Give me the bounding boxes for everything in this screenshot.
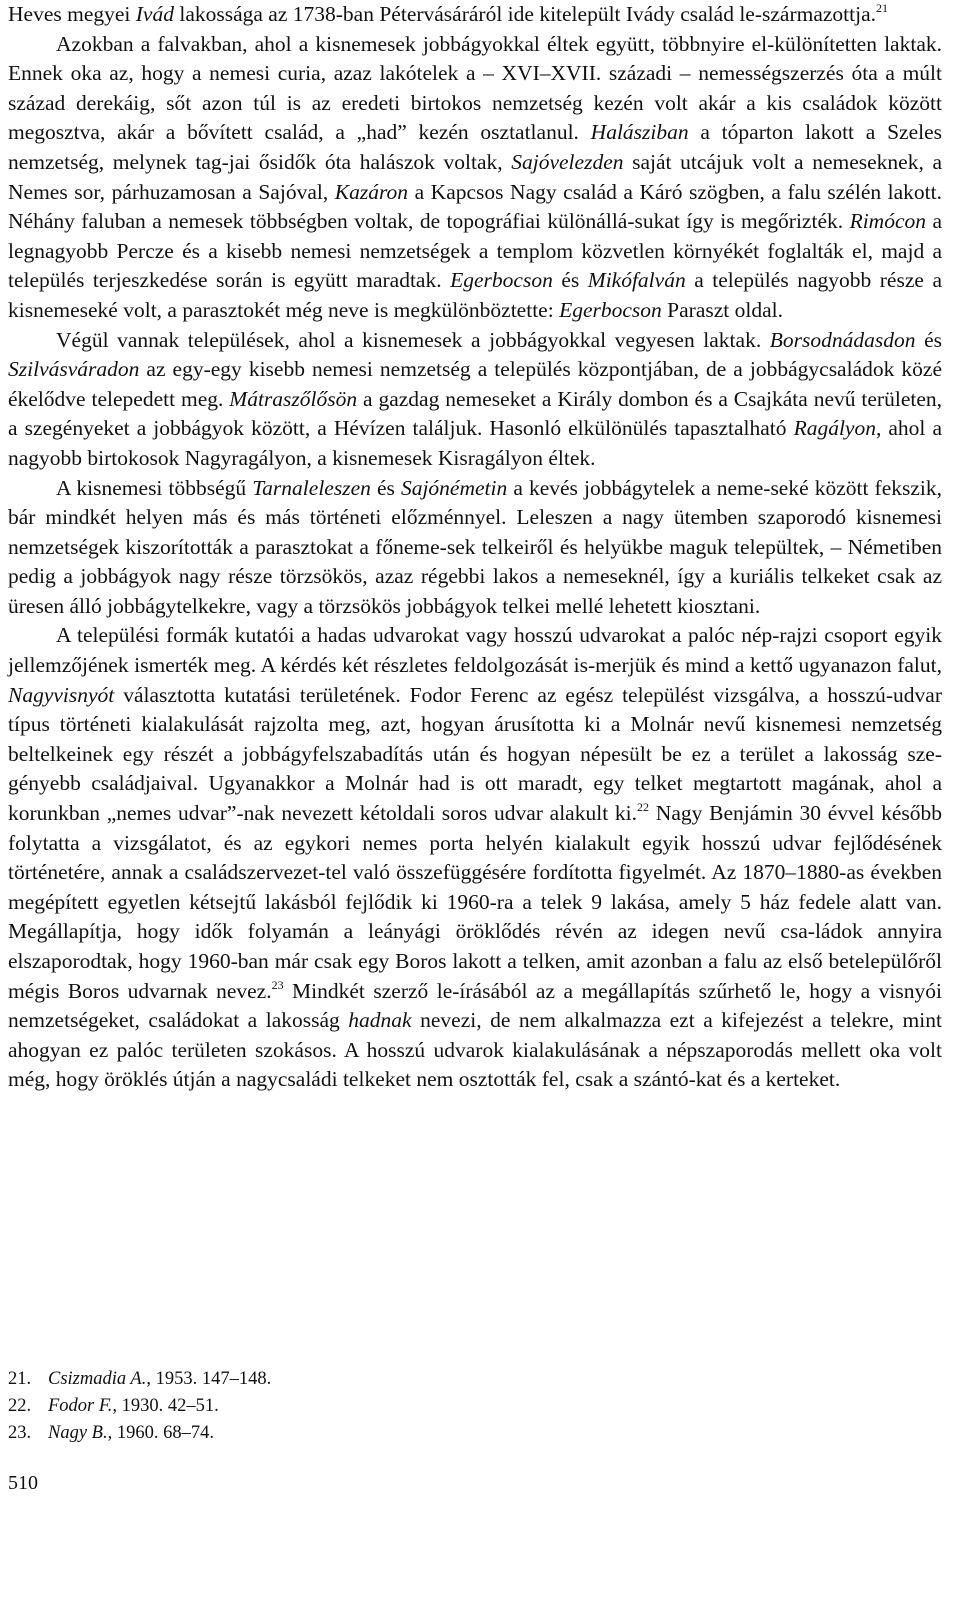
footnote: [8, 1420, 271, 1447]
paragraph: [8, 621, 942, 1095]
footnote-author: Fodor F.: [48, 1396, 113, 1416]
footnote: [8, 1366, 271, 1393]
italic-term: Ivád: [135, 2, 174, 26]
text-run: és: [552, 268, 588, 293]
text-run: a tóparton lakott a Szeles nemzetség, melynek tag-jai ősidők óta halászok voltak,: [8, 120, 942, 174]
text-run: és: [370, 475, 401, 500]
paragraph: [8, 474, 942, 622]
footnote-ref: 22: [637, 800, 650, 815]
footnote-text: [48, 1420, 214, 1447]
italic-term: Szilvásváradon: [8, 357, 140, 382]
text-run: lakossága az 1738-ban Pétervásáráról ide kitelepült Ivády család le-származottja.: [173, 2, 877, 26]
text-run: a kevés jobbágytelek a neme-seké között fekszik, bár mindkét helyen más és más történeti előzménnyel. Leleszen a nagy ütemben szaporodó kisnemesi nemzetségek kiszorították a parasztokat a főneme-sek telkeiről és helyükbe maguk települtek, – Németiben pedig a jobbágyok nagy része törzsökös, azaz régebbi lakos a nemeseknél, így a kuriális telkeket csak az üresen álló jobbágytelkekre, vagy a törzsökös jobbágyok telkei mellé lehetett kiosztani.: [8, 475, 942, 618]
footnote-number: 22.: [8, 1396, 32, 1416]
italic-term: Halásziban: [590, 120, 689, 145]
italic-term: Nagyvisnyót: [8, 682, 115, 707]
text-run: nevezi, de nem alkalmazza ezt a kifejezést a telekre, mint ahogyan ez palóc területen szokásos. A hosszú udvarok kialakulásának a népszaporodás mellett oka volt még, hogy öröklés útján a nagycsaládi telkeket nem osztották fel, csak a szántó-kat és a kerteket.: [8, 1008, 942, 1092]
text-run: A kisnemesi többségű: [56, 475, 253, 500]
page-number: 510: [8, 1472, 38, 1494]
footnote-citation: , 1960. 68–74.: [107, 1423, 214, 1443]
footnote-ref: 21: [876, 1, 889, 15]
text-run: az egy-egy kisebb nemesi nemzetség a település központjában, de a jobbágycsaládok közé ékelődve telepedett meg.: [8, 357, 942, 411]
text-run: a legnagyobb Percze és a kisebb nemesi nemzetségek a templom közvetlen környékét foglalták el, majd a település terjeszkedése során is együtt maradtak.: [8, 209, 942, 293]
italic-term: Mikófalván: [587, 268, 686, 293]
footnotes: [8, 1366, 271, 1447]
paragraph: [8, 326, 942, 474]
text-run: választotta kutatási területének. Fodor Ferenc az egész települést vizsgálva, a hosszú-udvar típus történeti kialakulását rajzolta meg, azt, hogyan árusította ki a Molnár nevű kisnemesi nemzetség beltelkeinek egy részét a jobbágyfelszabadítás után és hogyan népesült be ez a terület a lakosság sze-gényebb családjaival. Ugyanakkor a Molnár had is ott maradt, egy telket megtartott magának, ahol a korunkban „nemes udvar”-nak nevezett kétoldali soros udvar alakult ki.: [8, 682, 942, 826]
italic-term: Kazáron: [334, 179, 409, 204]
text-run: a település nagyobb része a kisnemeseké volt, a parasztokét még neve is megkülönböztette:: [8, 268, 942, 322]
text-run: a Kapcsos Nagy család a Káró szögben, a falu szélén lakott. Néhány faluban a nemesek többségben voltak, de topográfiai különállá-sukat így is megőrizték.: [8, 179, 942, 234]
italic-term: hadnak: [348, 1008, 412, 1033]
italic-term: Tarnaleleszen: [252, 475, 371, 500]
italic-term: Ragályon,: [793, 416, 882, 441]
text-run: ahol a nagyobb birtokosok Nagyragályon, a kisnemesek Kisragályon éltek.: [8, 416, 942, 470]
italic-term: Egerbocson: [559, 297, 662, 322]
body-text: [8, 0, 942, 1095]
italic-term: Sajóvelezden: [511, 149, 624, 174]
italic-term: Borsodnádasdon: [769, 327, 916, 352]
footnote-author: Nagy B.: [48, 1423, 108, 1443]
text-run: a gazdag nemeseket a Király dombon és a Csajkáta nevű területen, a szegényeket a jobbágyok között, a Hévízen találjuk. Hasonló elkülönülés tapasztalható: [8, 386, 942, 441]
italic-term: Egerbocson: [450, 268, 553, 293]
text-run: Nagy Benjámin 30 évvel később folytatta a vizsgálatot, és az egykori nemes porta helyén kialakult egyik hosszú udvar fejlődésének történetére, annak a családszervezet-tel való összefüggésére fordította figyelmét. Az 1870–1880-as években megépített egyetlen kétsejtű lakásból fejlődik ki 1960-ra a telek 9 lakása, amely 5 ház fedele alatt van. Megállapítja, hogy idők folyamán a leányági öröklődés révén az idegen nevű csa-ládok annyira elszaporodtak, hogy 1960-ban már csak egy Boros lakott a telken, amit azonban a falu az első betelepülőről mégis Boros udvarnak nevez.: [8, 801, 942, 1003]
footnote-citation: , 1953. 147–148.: [146, 1369, 272, 1389]
text-run: és: [915, 327, 942, 352]
text-run: Heves megyei: [8, 2, 136, 26]
text-run: saját utcájuk volt a nemeseknek, a Nemes sor, párhuzamosan a Sajóval,: [8, 149, 942, 204]
footnote-citation: , 1930. 42–51.: [112, 1396, 219, 1416]
footnote-text: [48, 1393, 219, 1420]
page-body: [8, 0, 942, 1095]
text-run: Végül vannak települések, ahol a kisnemesek a jobbágyokkal vegyesen laktak.: [56, 327, 770, 352]
text-run: Azokban a falvakban, ahol a kisnemesek jobbágyokkal éltek együtt, többnyire el-különítetten laktak. Ennek oka az, hogy a nemesi curia, azaz lakótelek a – XVI–XVII. századi – nemességszerzés óta a múlt század derekáig, sőt azon túl is az eredeti birtokos nemzetség kezén volt akár a kis családok között megosztva, akár a bővített család, a „had” kezén osztatlanul.: [8, 31, 942, 145]
italic-term: Sajónémetin: [400, 475, 508, 500]
footnote-ref: 23: [271, 977, 284, 992]
italic-term: Rimócon: [849, 209, 926, 234]
footnote-text: [48, 1366, 271, 1393]
footnote-number: 23.: [8, 1423, 32, 1443]
paragraph: [8, 0, 942, 30]
text-run: Mindkét szerző le-írásából az a megállapítás szűrhető le, hogy a visnyói nemzetségeket, családokat a lakosság: [8, 978, 942, 1033]
footnote-author: Csizmadia A.: [48, 1369, 147, 1389]
italic-term: Mátraszőlősön: [229, 386, 358, 411]
footnote-number: 21.: [8, 1369, 32, 1389]
footnote: [8, 1393, 271, 1420]
text-run: Paraszt oldal.: [661, 297, 783, 322]
paragraph: [8, 30, 942, 326]
text-run: A települési formák kutatói a hadas udvarokat vagy hosszú udvarokat a palóc nép-rajzi csoport egyik jellemzőjének ismerték meg. A kérdés két részletes feldolgozását is-merjük és mind a kettő ugyanazon falut,: [8, 623, 942, 678]
